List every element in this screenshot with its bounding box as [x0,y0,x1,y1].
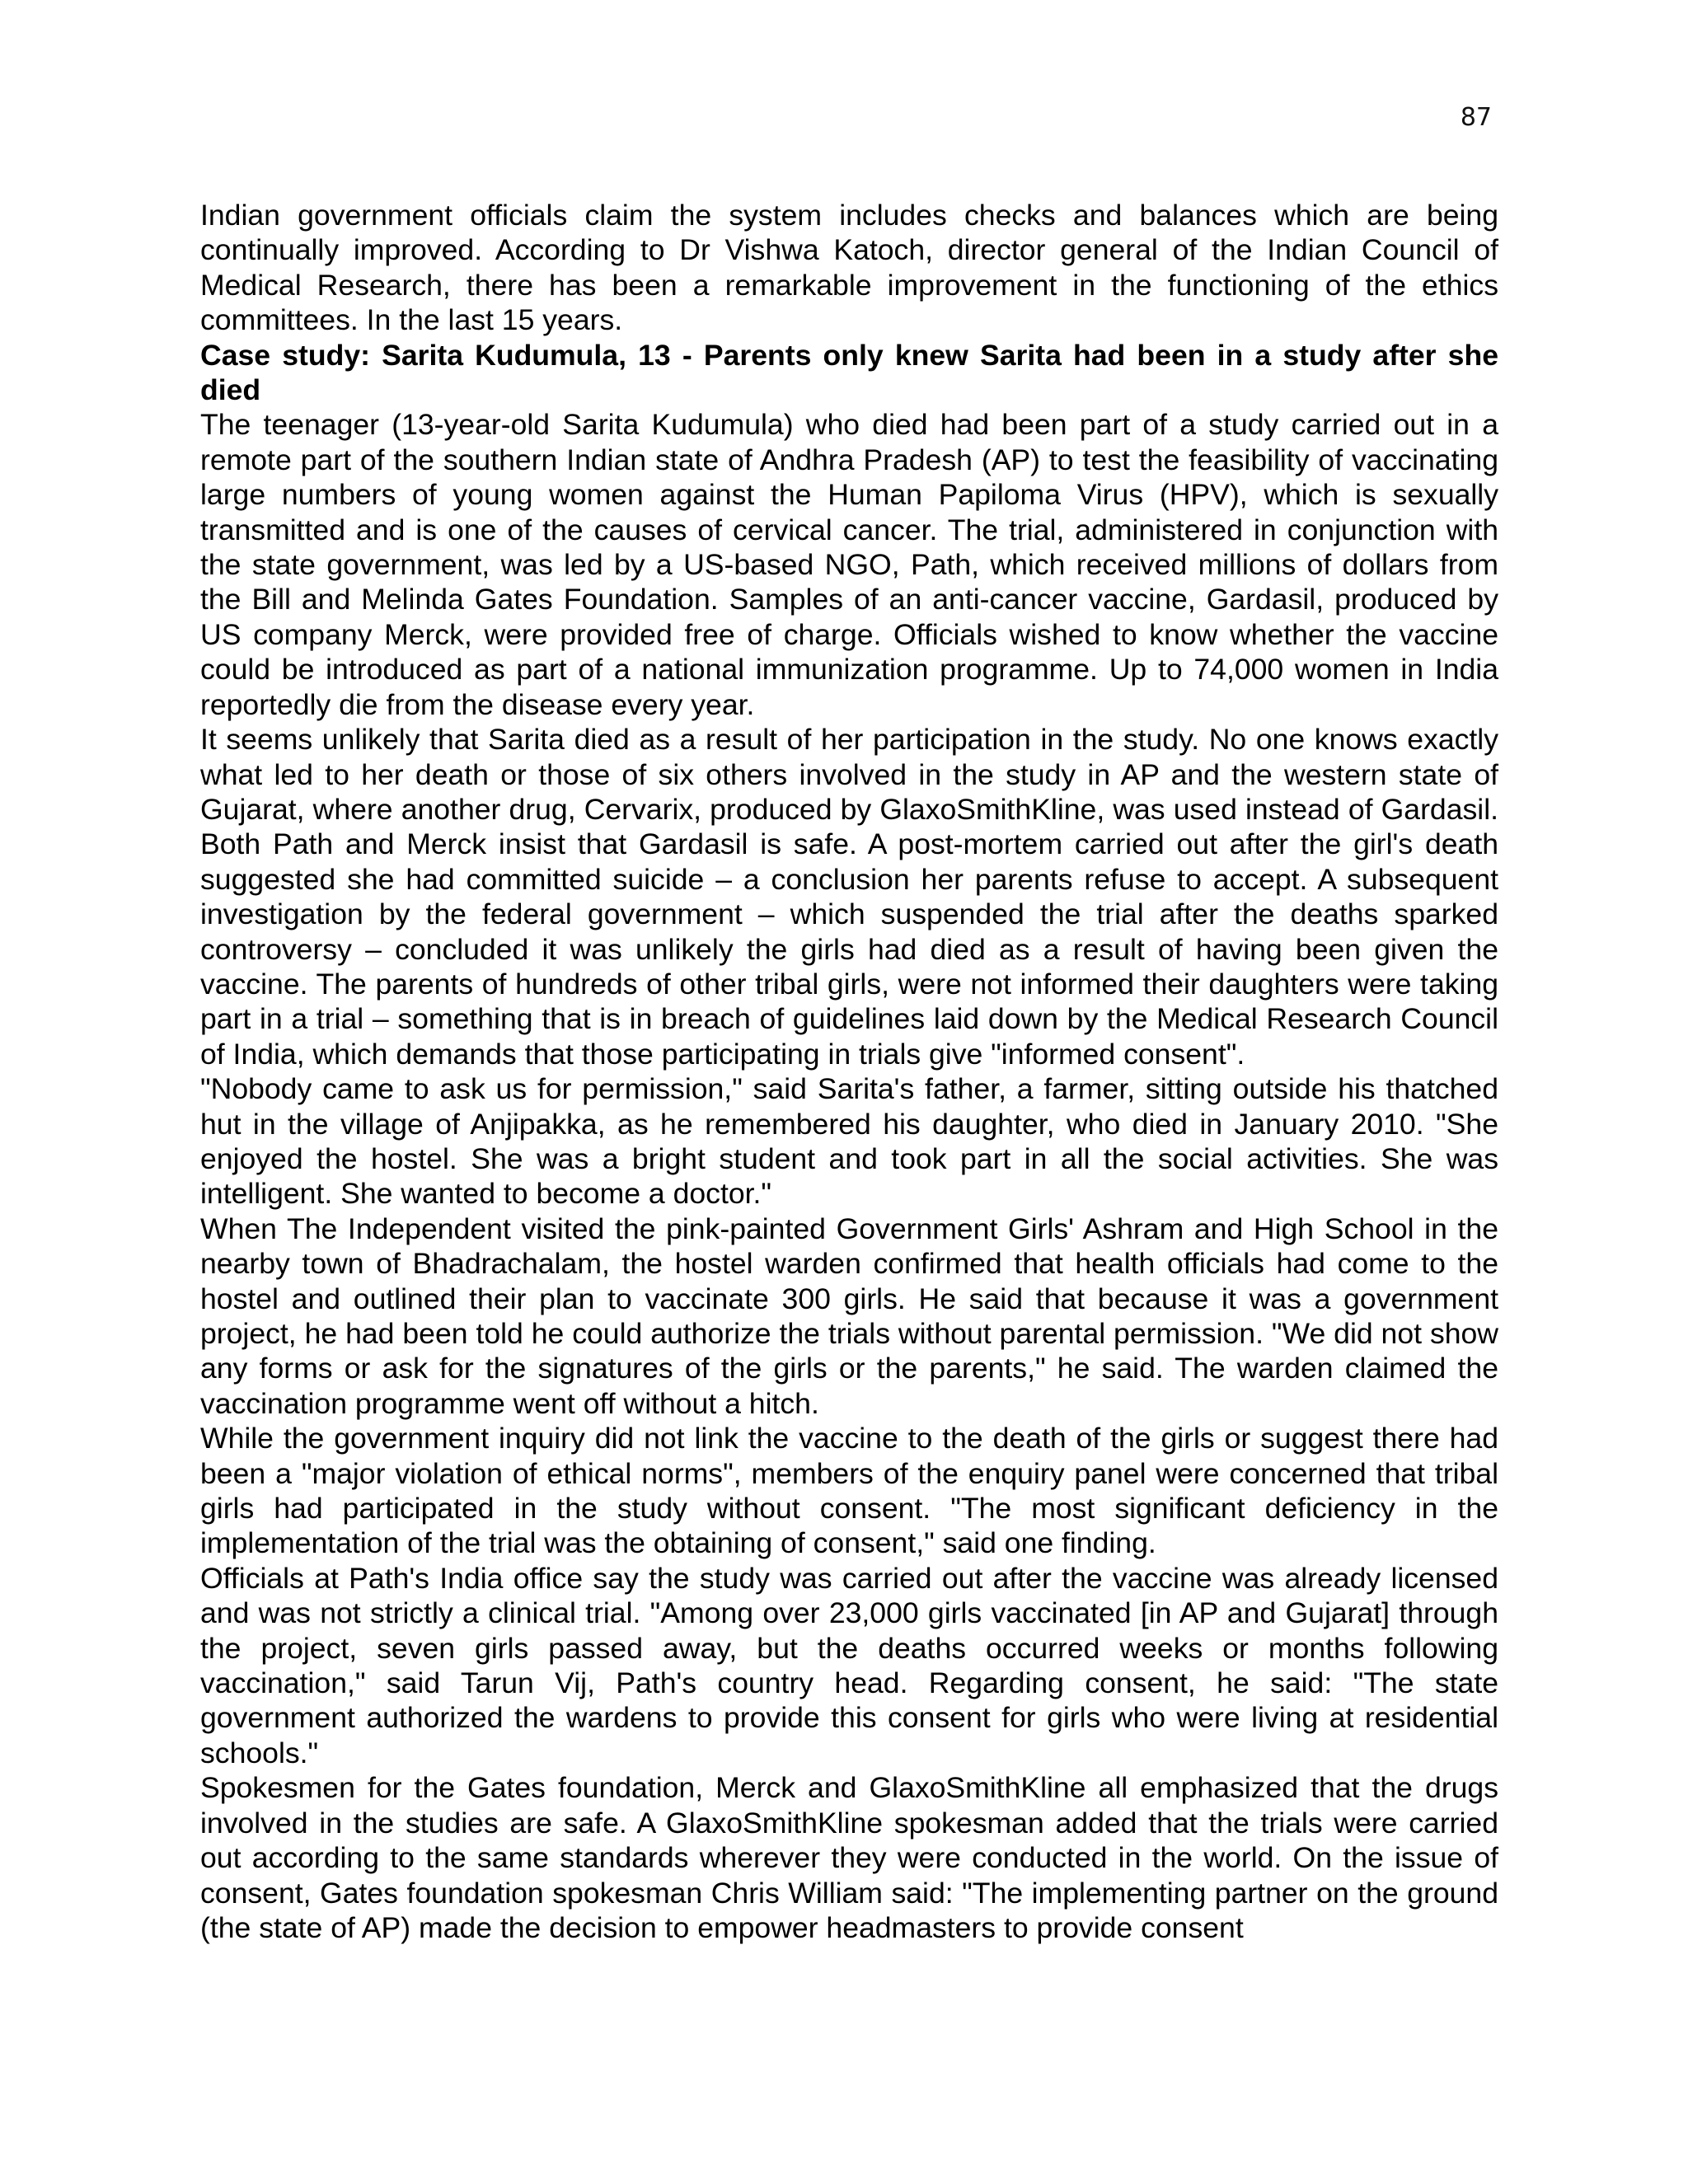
case-study-heading: Case study: Sarita Kudumula, 13 - Parents only knew Sarita had been in a study after she died [200,338,1498,407]
paragraph-path-officials: Officials at Path's India office say the study was carried out after the vaccine was already licensed and was not strictly a clinical trial. "Among over 23,000 girls vaccinated [in AP and Gujarat] through the project, seven girls passed away, but the deaths occurred weeks or months following vaccination," said Tarun Vij, Path's country head. Regarding consent, he said: "The state government authorized the wardens to provide this consent for girls who were living at residential schools." [200,1561,1498,1769]
page-number: 87 [1460,103,1492,132]
paragraph-cause-of-death: It seems unlikely that Sarita died as a result of her participation in the study. No one knows exactly what led to her death or those of six others involved in the study in AP and the western state of Gujarat, where another drug, Cervarix, produced by GlaxoSmithKline, was used instead of Gardasil. Both Path and Merck insist that Gardasil is safe. A post-mortem carried out after the girl's death suggested she had committed suicide – a conclusion her parents refuse to accept. A subsequent investigation by the federal government – which suspended the trial after the deaths sparked controversy – concluded it was unlikely the girls had died as a result of having been given the vaccine. The parents of hundreds of other tribal girls, were not informed their daughters were taking part in a trial – something that is in breach of guidelines laid down by the Medical Research Council of India, which demands that those participating in trials give "informed consent". [200,723,1498,1071]
paragraph-ethics-committees: Indian government officials claim the system includes checks and balances which are being continually improved. According to Dr Vishwa Katoch, director general of the Indian Council of Medical Research, there has been a remarkable improvement in the functioning of the ethics committees. In the last 15 years. [200,199,1498,337]
paragraph-father-quote: "Nobody came to ask us for permission," said Sarita's father, a farmer, sitting outside his thatched hut in the village of Anjipakka, as he remembered his daughter, who died in January 2010. "She enjoyed the hostel. She was a bright student and took part in all the social activities. She was intelligent. She wanted to become a doctor." [200,1072,1498,1211]
paragraph-hostel-warden: When The Independent visited the pink-painted Government Girls' Ashram and High School in the nearby town of Bhadrachalam, the hostel warden confirmed that health officials had come to the hostel and outlined their plan to vaccinate 300 girls. He said that because it was a government project, he had been told he could authorize the trials without parental permission. "We did not show any forms or ask for the signatures of the girls or the parents," he said. The warden claimed the vaccination programme went off without a hitch. [200,1212,1498,1420]
document-body [200,198,1498,1945]
paragraph-government-inquiry: While the government inquiry did not link the vaccine to the death of the girls or suggest there had been a "major violation of ethical norms", members of the enquiry panel were concerned that tribal girls had participated in the study without consent. "The most significant deficiency in the implementation of the trial was the obtaining of consent," said one finding. [200,1422,1498,1560]
paragraph-spokesmen: Spokesmen for the Gates foundation, Merck and GlaxoSmithKline all emphasized that the drugs involved in the studies are safe. A GlaxoSmithKline spokesman added that the trials were carried out according to the same standards wherever they were conducted in the world. On the issue of consent, Gates foundation spokesman Chris William said: "The implementing partner on the ground (the state of AP) made the decision to empower headmasters to provide consent [200,1771,1498,1944]
paragraph-study-background: The teenager (13-year-old Sarita Kudumula) who died had been part of a study carried out in a remote part of the southern Indian state of Andhra Pradesh (AP) to test the feasibility of vaccinating large numbers of young women against the Human Papiloma Virus (HPV), which is sexually transmitted and is one of the causes of cervical cancer. The trial, administered in conjunction with the state government, was led by a US-based NGO, Path, which received millions of dollars from the Bill and Melinda Gates Foundation. Samples of an anti-cancer vaccine, Gardasil, produced by US company Merck, were provided free of charge. Officials wished to know whether the vaccine could be introduced as part of a national immunization programme. Up to 74,000 women in India reportedly die from the disease every year. [200,408,1498,721]
